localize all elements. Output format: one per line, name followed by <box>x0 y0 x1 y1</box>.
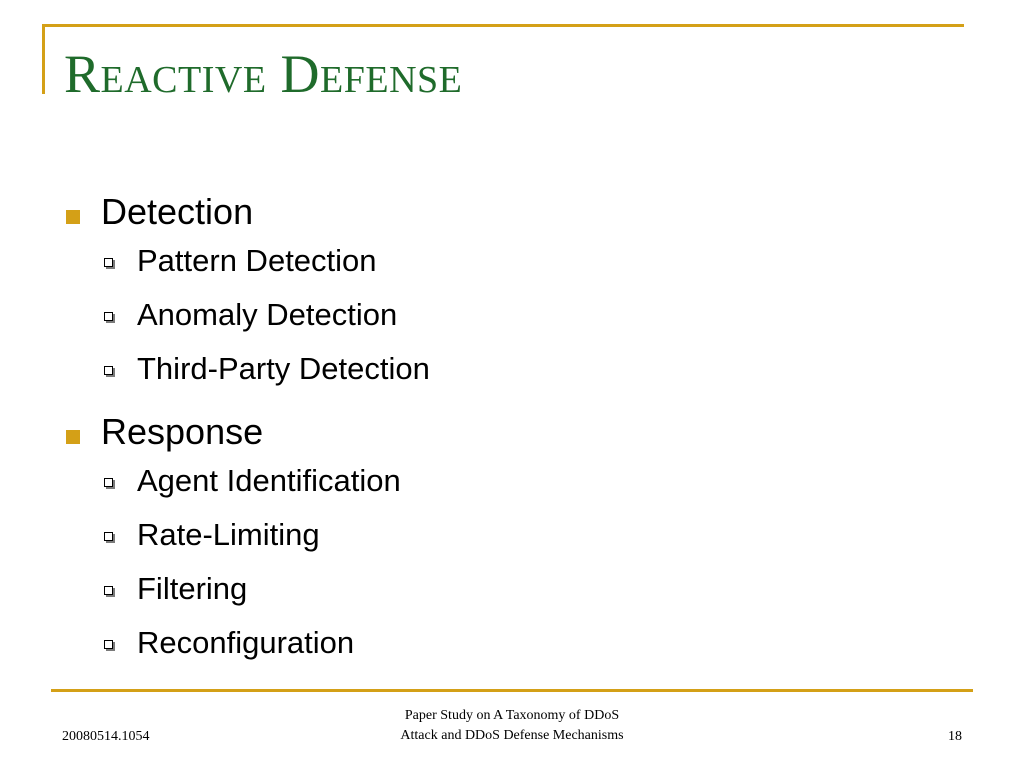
footer-title-line-1: Paper Study on A Taxonomy of DDoS <box>404 708 620 723</box>
sub-bullet-item-rate-limiting <box>60 508 940 562</box>
bullet-item-detection <box>60 190 940 234</box>
box-bullet-icon <box>104 586 116 598</box>
slide-title: Reactive Defense <box>64 44 463 104</box>
square-bullet-icon <box>66 210 80 224</box>
bullet-label: Response <box>101 411 264 452</box>
box-bullet-icon <box>104 258 116 270</box>
box-bullet-icon <box>104 640 116 652</box>
frame-left-rule <box>42 24 45 94</box>
square-bullet-icon <box>66 430 80 444</box>
sub-bullet-label: Reconfiguration <box>137 625 355 660</box>
sub-bullet-item-filtering <box>60 562 940 616</box>
box-bullet-icon <box>104 366 116 378</box>
sub-bullet-label: Agent Identification <box>137 463 401 498</box>
bullet-list <box>60 190 940 670</box>
sub-bullet-item-third-party-detection <box>60 342 940 396</box>
box-bullet-icon <box>104 478 116 490</box>
sub-bullet-label: Rate-Limiting <box>137 517 320 552</box>
sub-bullet-label: Filtering <box>137 571 248 606</box>
footer-date: 20080514.1054 <box>62 729 150 744</box>
sub-bullet-label: Third-Party Detection <box>137 351 430 386</box>
footer-title <box>312 706 712 746</box>
footer-title-line-2: Attack and DDoS Defense Mechanisms <box>400 728 624 743</box>
sub-bullet-label: Pattern Detection <box>137 243 377 278</box>
sub-bullet-label: Anomaly Detection <box>137 297 398 332</box>
box-bullet-icon <box>104 532 116 544</box>
sub-bullet-item-reconfiguration <box>60 616 940 670</box>
box-bullet-icon <box>104 312 116 324</box>
bullet-item-response <box>60 410 940 454</box>
page-number: 18 <box>948 729 962 744</box>
frame-top-rule <box>42 24 964 27</box>
bullet-label: Detection <box>101 191 254 232</box>
sub-bullet-item-pattern-detection <box>60 234 940 288</box>
sub-bullet-item-agent-identification <box>60 454 940 508</box>
sub-bullet-item-anomaly-detection <box>60 288 940 342</box>
footer-rule <box>51 689 973 692</box>
